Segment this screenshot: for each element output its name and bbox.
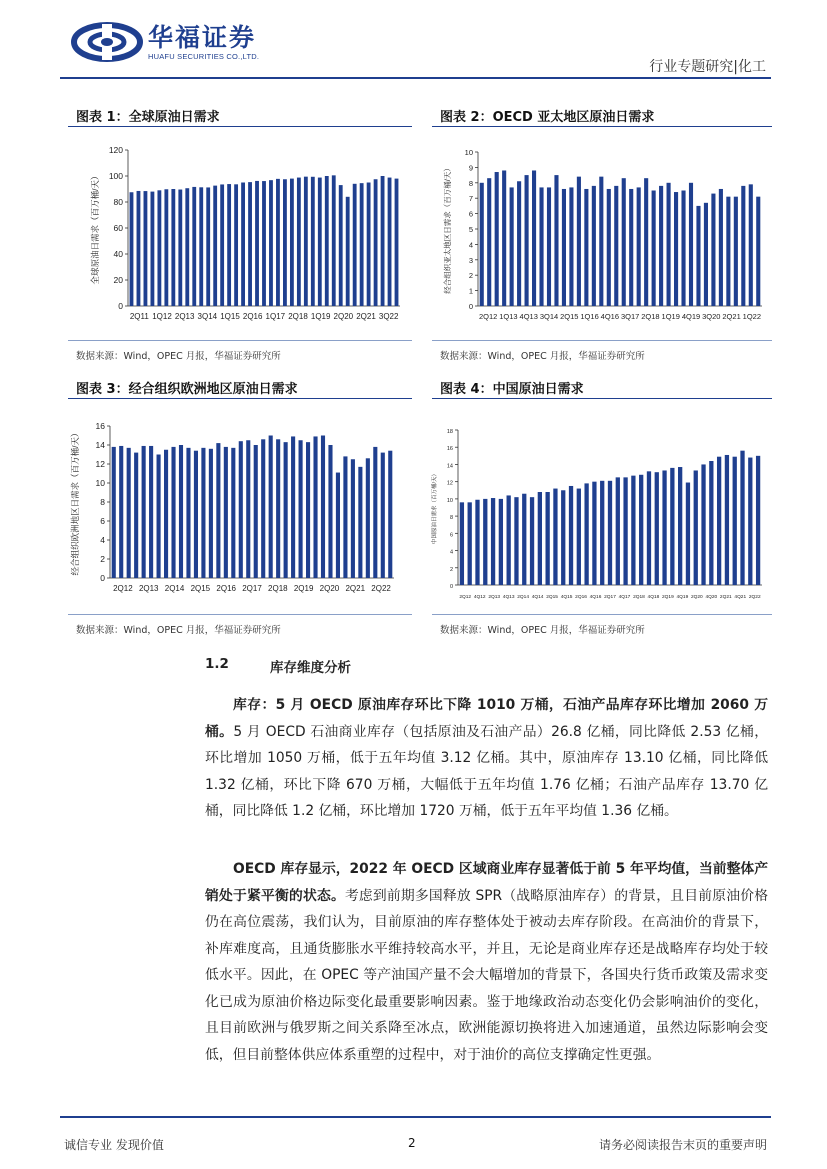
bar-30 xyxy=(694,470,698,585)
y-tick-label: 16 xyxy=(95,421,105,431)
bar-30 xyxy=(339,185,343,306)
bar-34 xyxy=(366,458,370,578)
y-tick-label: 14 xyxy=(446,463,453,470)
bar-13 xyxy=(220,184,224,306)
x-tick-label: 1Q19 xyxy=(310,312,331,321)
bar-0 xyxy=(112,447,116,578)
y-tick-label: 9 xyxy=(468,163,473,173)
bar-28 xyxy=(325,176,329,306)
chart-2-rule xyxy=(432,126,772,127)
bar-13 xyxy=(209,449,213,578)
chart-1-rule xyxy=(68,126,412,127)
bar-32 xyxy=(351,459,355,578)
bar-37 xyxy=(748,458,752,585)
x-tick-label: 2Q21 xyxy=(722,312,741,321)
bar-26 xyxy=(311,177,315,306)
x-tick-label: 4Q14 xyxy=(531,595,544,600)
section-number: 1.2 xyxy=(205,656,229,672)
bar-5 xyxy=(517,181,521,306)
x-tick-label: 4Q17 xyxy=(618,595,631,600)
y-tick-label: 1 xyxy=(468,286,473,296)
footer-disclaimer: 请务必阅读报告末页的重要声明 xyxy=(598,1138,767,1152)
x-tick-label: 4Q13 xyxy=(502,595,515,600)
bar-8 xyxy=(171,447,175,578)
report-category: 行业专题研究|化工 xyxy=(649,59,766,75)
bar-2 xyxy=(127,448,131,578)
x-tick-label: 1Q16 xyxy=(580,312,599,321)
bar-28 xyxy=(678,467,682,585)
logo-text-en: HUAFU SECURITIES CO.,LTD. xyxy=(148,52,260,61)
bar-36 xyxy=(749,184,753,306)
x-tick-label: 2Q17 xyxy=(242,584,262,593)
bar-11 xyxy=(562,189,566,306)
bar-20 xyxy=(629,189,633,306)
bar-18 xyxy=(614,186,618,306)
bar-9 xyxy=(530,497,534,585)
section-title: 库存维度分析 xyxy=(270,660,351,676)
bar-18 xyxy=(255,181,259,306)
x-tick-label: 2Q12 xyxy=(113,584,133,593)
y-tick-label: 4 xyxy=(449,549,453,556)
x-tick-label: 2Q22 xyxy=(371,584,391,593)
bar-6 xyxy=(507,495,511,585)
bar-21 xyxy=(637,187,641,306)
bar-12 xyxy=(201,448,205,578)
x-tick-label: 2Q15 xyxy=(546,595,558,600)
bar-32 xyxy=(719,189,723,306)
bar-11 xyxy=(194,451,198,578)
header-divider xyxy=(60,77,771,79)
y-tick-label: 2 xyxy=(468,271,473,281)
y-tick-label: 2 xyxy=(100,554,105,564)
bar-1 xyxy=(137,191,141,306)
y-axis-label: 经合组织亚太地区日需求（百万桶/天） xyxy=(443,164,452,294)
x-tick-label: 2Q15 xyxy=(190,584,211,593)
bar-37 xyxy=(388,178,392,306)
y-tick-label: 12 xyxy=(446,480,453,487)
bar-22 xyxy=(631,476,635,585)
x-tick-label: 2Q16 xyxy=(575,595,587,600)
bar-10 xyxy=(186,448,190,578)
bar-14 xyxy=(227,184,231,306)
bar-9 xyxy=(179,445,183,578)
y-tick-label: 0 xyxy=(118,301,123,311)
bar-20 xyxy=(269,180,273,306)
bar-13 xyxy=(561,490,565,585)
bar-22 xyxy=(283,179,287,306)
y-tick-label: 20 xyxy=(113,275,123,285)
x-tick-label: 4Q12 xyxy=(473,595,486,600)
x-tick-label: 2Q20 xyxy=(319,584,340,593)
bar-23 xyxy=(639,475,643,585)
bar-29 xyxy=(696,206,700,306)
bar-8 xyxy=(522,494,526,585)
x-tick-label: 1Q19 xyxy=(661,312,680,321)
bar-28 xyxy=(321,436,325,579)
x-tick-label: 1Q13 xyxy=(499,312,518,321)
chart-4-rule xyxy=(432,398,772,399)
x-tick-label: 2Q20 xyxy=(690,595,703,600)
bar-31 xyxy=(701,464,705,585)
bar-35 xyxy=(733,457,737,585)
paragraph-inventory xyxy=(205,692,768,825)
x-tick-label: 2Q18 xyxy=(641,312,660,321)
bar-22 xyxy=(276,439,280,578)
bar-7 xyxy=(178,190,182,306)
bar-1 xyxy=(119,446,123,578)
y-tick-label: 100 xyxy=(108,171,123,181)
bar-14 xyxy=(584,189,588,306)
bar-16 xyxy=(599,177,603,306)
chart-2 xyxy=(436,140,772,335)
bar-25 xyxy=(299,440,303,578)
bar-8 xyxy=(185,188,189,306)
x-tick-label: 2Q18 xyxy=(268,584,288,593)
bar-6 xyxy=(525,175,529,306)
bar-7 xyxy=(514,497,518,585)
y-tick-label: 40 xyxy=(113,249,123,259)
x-tick-label: 3Q20 xyxy=(702,312,721,321)
bar-21 xyxy=(623,477,627,585)
bar-30 xyxy=(704,203,708,306)
y-tick-label: 12 xyxy=(95,459,105,469)
bar-34 xyxy=(367,183,371,307)
x-tick-label: 2Q16 xyxy=(216,584,236,593)
bar-27 xyxy=(318,178,322,306)
chart-3 xyxy=(70,410,412,610)
x-tick-label: 2Q12 xyxy=(459,595,472,600)
x-tick-label: 2Q20 xyxy=(333,312,354,321)
bar-24 xyxy=(659,186,663,306)
x-tick-label: 4Q20 xyxy=(705,595,718,600)
y-tick-label: 10 xyxy=(464,148,473,157)
y-tick-label: 5 xyxy=(468,225,473,234)
bar-27 xyxy=(670,468,674,585)
chart-3-rule xyxy=(68,398,412,399)
bar-1 xyxy=(468,502,472,585)
bar-11 xyxy=(206,187,210,306)
bar-15 xyxy=(577,489,581,585)
x-tick-label: 4Q21 xyxy=(734,595,747,600)
bar-5 xyxy=(499,499,503,585)
bar-25 xyxy=(667,183,671,306)
bar-35 xyxy=(373,447,377,578)
footer-divider xyxy=(60,1116,771,1118)
company-logo-icon xyxy=(72,22,142,62)
bar-26 xyxy=(662,470,666,585)
x-tick-label: 2Q18 xyxy=(288,312,308,321)
x-tick-label: 1Q22 xyxy=(742,312,762,321)
bar-17 xyxy=(248,182,252,306)
bar-15 xyxy=(224,447,228,578)
y-tick-label: 8 xyxy=(449,515,453,522)
bar-7 xyxy=(164,450,168,578)
bar-23 xyxy=(284,442,288,578)
bar-10 xyxy=(538,492,542,585)
bar-24 xyxy=(291,436,295,578)
y-tick-label: 80 xyxy=(113,197,123,207)
bar-37 xyxy=(756,197,760,306)
bar-16 xyxy=(241,183,245,307)
x-tick-label: 4Q16 xyxy=(600,312,620,321)
y-tick-label: 16 xyxy=(446,446,453,453)
chart-2-source: 数据来源：Wind，OPEC 月报，华福证券研究所 xyxy=(440,351,645,362)
paragraph-oecd-lead: OECD 库存显示，2022 年 OECD 区域商业库存显著低于前 5 年平均值，当前整体产销处于紧平衡的状态。 xyxy=(205,861,768,904)
y-tick-label: 0 xyxy=(100,573,105,583)
chart-4-source-rule xyxy=(432,614,772,615)
bar-4 xyxy=(142,446,146,578)
x-tick-label: 2Q13 xyxy=(174,312,195,321)
y-tick-label: 6 xyxy=(100,516,105,526)
y-axis-label: 全球原油日需求（百万桶/天） xyxy=(90,171,100,285)
bar-14 xyxy=(569,486,573,585)
y-tick-label: 0 xyxy=(449,584,453,590)
bar-18 xyxy=(600,481,604,585)
bar-4 xyxy=(510,187,514,306)
bar-33 xyxy=(726,197,730,306)
x-tick-label: 2Q15 xyxy=(560,312,579,321)
bar-38 xyxy=(756,456,760,585)
y-tick-label: 120 xyxy=(108,145,123,155)
bar-32 xyxy=(353,184,357,306)
bar-20 xyxy=(261,439,265,578)
bar-31 xyxy=(346,197,350,306)
logo-text-cn: 华福证券 xyxy=(148,23,257,52)
bar-31 xyxy=(711,194,715,306)
bar-22 xyxy=(644,178,648,306)
x-tick-label: 2Q18 xyxy=(633,595,645,600)
bar-6 xyxy=(171,189,175,306)
bar-16 xyxy=(584,483,588,585)
bar-9 xyxy=(547,187,551,306)
bar-3 xyxy=(502,170,506,306)
bar-36 xyxy=(381,176,385,306)
bar-15 xyxy=(592,186,596,306)
bar-11 xyxy=(545,492,549,585)
x-tick-label: 4Q18 xyxy=(647,595,660,600)
bar-0 xyxy=(130,192,134,306)
chart-4-source: 数据来源：Wind，OPEC 月报，华福证券研究所 xyxy=(440,625,645,636)
bar-33 xyxy=(360,183,364,306)
bar-36 xyxy=(740,451,744,585)
bar-29 xyxy=(328,445,332,578)
y-tick-label: 4 xyxy=(100,535,105,545)
x-tick-label: 2Q13 xyxy=(488,595,501,600)
y-tick-label: 7 xyxy=(468,194,473,204)
bar-26 xyxy=(306,442,310,578)
chart-4 xyxy=(432,420,772,608)
x-tick-label: 2Q22 xyxy=(748,595,761,600)
bar-19 xyxy=(254,445,258,578)
y-axis-label: 经合组织欧洲地区日需求（百万桶/天） xyxy=(70,428,80,576)
bar-4 xyxy=(157,190,161,306)
x-tick-label: 4Q15 xyxy=(560,595,573,600)
chart-1-title: 图表 1：全球原油日需求 xyxy=(76,110,220,125)
bar-27 xyxy=(681,191,685,307)
x-tick-label: 2Q11 xyxy=(129,312,149,321)
bar-17 xyxy=(592,482,596,585)
chart-1-source-rule xyxy=(68,340,412,341)
bar-17 xyxy=(607,189,611,306)
page-number: 2 xyxy=(408,1136,416,1150)
x-tick-label: 2Q21 xyxy=(345,584,366,593)
bar-18 xyxy=(246,440,250,578)
bar-35 xyxy=(741,186,745,306)
bar-30 xyxy=(336,473,340,578)
x-tick-label: 3Q17 xyxy=(620,312,640,321)
bar-24 xyxy=(647,471,651,585)
x-tick-label: 2Q14 xyxy=(517,595,530,600)
chart-1-source: 数据来源：Wind，OPEC 月报，华福证券研究所 xyxy=(76,351,281,362)
bar-14 xyxy=(216,443,220,578)
bar-2 xyxy=(475,500,479,585)
bar-3 xyxy=(134,453,138,578)
bar-36 xyxy=(381,453,385,578)
y-tick-label: 10 xyxy=(95,478,105,488)
bar-25 xyxy=(655,472,659,585)
bar-13 xyxy=(577,177,581,306)
bar-19 xyxy=(262,181,266,306)
x-tick-label: 2Q14 xyxy=(164,584,185,593)
chart-3-source: 数据来源：Wind，OPEC 月报，华福证券研究所 xyxy=(76,625,281,636)
x-tick-label: 4Q19 xyxy=(681,312,701,321)
y-tick-label: 18 xyxy=(446,429,453,435)
bar-34 xyxy=(734,197,738,306)
bar-17 xyxy=(239,441,243,578)
y-tick-label: 6 xyxy=(468,209,473,219)
x-tick-label: 2Q21 xyxy=(719,595,732,600)
bar-8 xyxy=(539,187,543,306)
x-tick-label: 3Q22 xyxy=(378,312,399,321)
bar-26 xyxy=(674,192,678,306)
y-tick-label: 0 xyxy=(468,302,473,311)
bar-1 xyxy=(487,178,491,306)
x-tick-label: 1Q17 xyxy=(265,312,286,321)
chart-1 xyxy=(70,130,412,335)
y-tick-label: 10 xyxy=(446,497,453,504)
chart-2-source-rule xyxy=(432,340,772,341)
bar-23 xyxy=(290,179,294,306)
bar-5 xyxy=(149,446,153,578)
bar-2 xyxy=(495,172,499,306)
y-tick-label: 14 xyxy=(95,440,105,450)
bar-6 xyxy=(157,455,161,579)
x-tick-label: 4Q16 xyxy=(589,595,602,600)
y-tick-label: 4 xyxy=(468,240,473,250)
bar-10 xyxy=(554,175,558,306)
x-tick-label: 2Q12 xyxy=(478,312,498,321)
x-tick-label: 2Q19 xyxy=(662,595,674,600)
paragraph-inventory-body: 5 月 OECD 石油商业库存（包括原油及石油产品）26.8 亿桶，同比降低 2.53 亿桶，环比增加 1050 万桶，低于五年均值 3.12 亿桶。其中，原油库存 13.10 亿桶，同比降低 1.32 亿桶，环比下降 670 万桶，大幅低于五年均值 1.76 亿桶；石油产品库存 13.70 亿桶，同比降低 1.2 亿桶，环比增加 1720 万桶，低于五年平均值 1.36 亿桶。 xyxy=(205,723,768,819)
y-tick-label: 6 xyxy=(449,532,453,539)
bar-27 xyxy=(313,436,317,578)
bar-20 xyxy=(616,477,620,585)
x-tick-label: 4Q13 xyxy=(519,312,538,321)
bar-15 xyxy=(234,184,238,306)
bar-32 xyxy=(709,461,713,585)
bar-35 xyxy=(374,179,378,306)
bar-28 xyxy=(689,183,693,306)
bar-0 xyxy=(480,183,484,306)
bar-34 xyxy=(725,455,729,585)
x-tick-label: 1Q12 xyxy=(152,312,172,321)
y-tick-label: 60 xyxy=(113,223,123,233)
footer-slogan: 诚信专业 发现价值 xyxy=(64,1138,164,1152)
bar-4 xyxy=(491,498,495,585)
bar-29 xyxy=(686,483,690,585)
bar-21 xyxy=(276,179,280,306)
bar-23 xyxy=(652,191,656,307)
y-tick-label: 2 xyxy=(449,566,453,573)
bar-9 xyxy=(192,187,196,306)
bar-21 xyxy=(269,436,273,579)
x-tick-label: 1Q15 xyxy=(220,312,240,321)
y-tick-label: 8 xyxy=(100,497,105,507)
bar-19 xyxy=(608,481,612,585)
bar-0 xyxy=(460,502,464,585)
bar-3 xyxy=(150,192,154,306)
bar-33 xyxy=(358,467,362,578)
bar-33 xyxy=(717,457,721,585)
bar-16 xyxy=(231,448,235,578)
chart-4-title: 图表 4：中国原油日需求 xyxy=(440,382,584,397)
x-tick-label: 4Q19 xyxy=(676,595,689,600)
y-tick-label: 3 xyxy=(468,255,473,265)
bar-2 xyxy=(144,191,148,306)
y-tick-label: 8 xyxy=(468,178,473,188)
paragraph-inventory-lead: 库存：5 月 OECD 原油库存环比下降 1010 万桶，石油产品库存环比增加 2060 万桶。 xyxy=(205,697,768,740)
bar-12 xyxy=(213,186,217,306)
x-tick-label: 2Q19 xyxy=(293,584,314,593)
x-tick-label: 2Q17 xyxy=(604,595,616,600)
chart-2-title: 图表 2：OECD 亚太地区原油日需求 xyxy=(440,110,655,125)
bar-12 xyxy=(569,187,573,306)
chart-3-title: 图表 3：经合组织欧洲地区原油日需求 xyxy=(76,382,298,397)
paragraph-oecd-body: 考虑到前期多国释放 SPR（战略原油库存）的背景，且目前原油价格仍在高位震荡，我们认为，目前原油的库存整体处于被动去库存阶段。在高油价的背景下，补库难度高，且通货膨胀水平维持较高水平，并且，无论是商业库存还是战略库存均处于较低水平。因此，在 OPEC 等产油国产量不会大幅增加的背景下，各国央行货币政策及需求变化已成为原油价格边际变化最重要影响因素。鉴于地缘政治动态变化仍会影响油价的变化，且目前欧洲与俄罗斯之间关系降至冰点，欧洲能源切换将进入加速通道，虽然边际影响会变低，但目前整体供应体系重塑的过程中，对于油价的高位支撑确定性更强。 xyxy=(205,887,768,1063)
y-axis-label: 中国原油日需求（百万桶/天） xyxy=(432,470,438,545)
chart-3-source-rule xyxy=(68,614,412,615)
bar-25 xyxy=(304,177,308,306)
bar-31 xyxy=(343,456,347,578)
x-tick-label: 2Q16 xyxy=(242,312,263,321)
x-tick-label: 3Q14 xyxy=(197,312,218,321)
x-tick-label: 2Q13 xyxy=(138,584,159,593)
bar-7 xyxy=(532,170,536,306)
x-tick-label: 3Q14 xyxy=(539,312,559,321)
bar-3 xyxy=(483,499,487,585)
bar-37 xyxy=(388,451,392,578)
bar-24 xyxy=(297,178,301,306)
x-tick-label: 2Q21 xyxy=(356,312,376,321)
bar-29 xyxy=(332,175,336,306)
bar-12 xyxy=(553,489,557,585)
paragraph-oecd xyxy=(205,856,768,1068)
bar-38 xyxy=(395,179,399,306)
bar-19 xyxy=(622,178,626,306)
bar-10 xyxy=(199,187,203,306)
bar-5 xyxy=(164,189,168,306)
